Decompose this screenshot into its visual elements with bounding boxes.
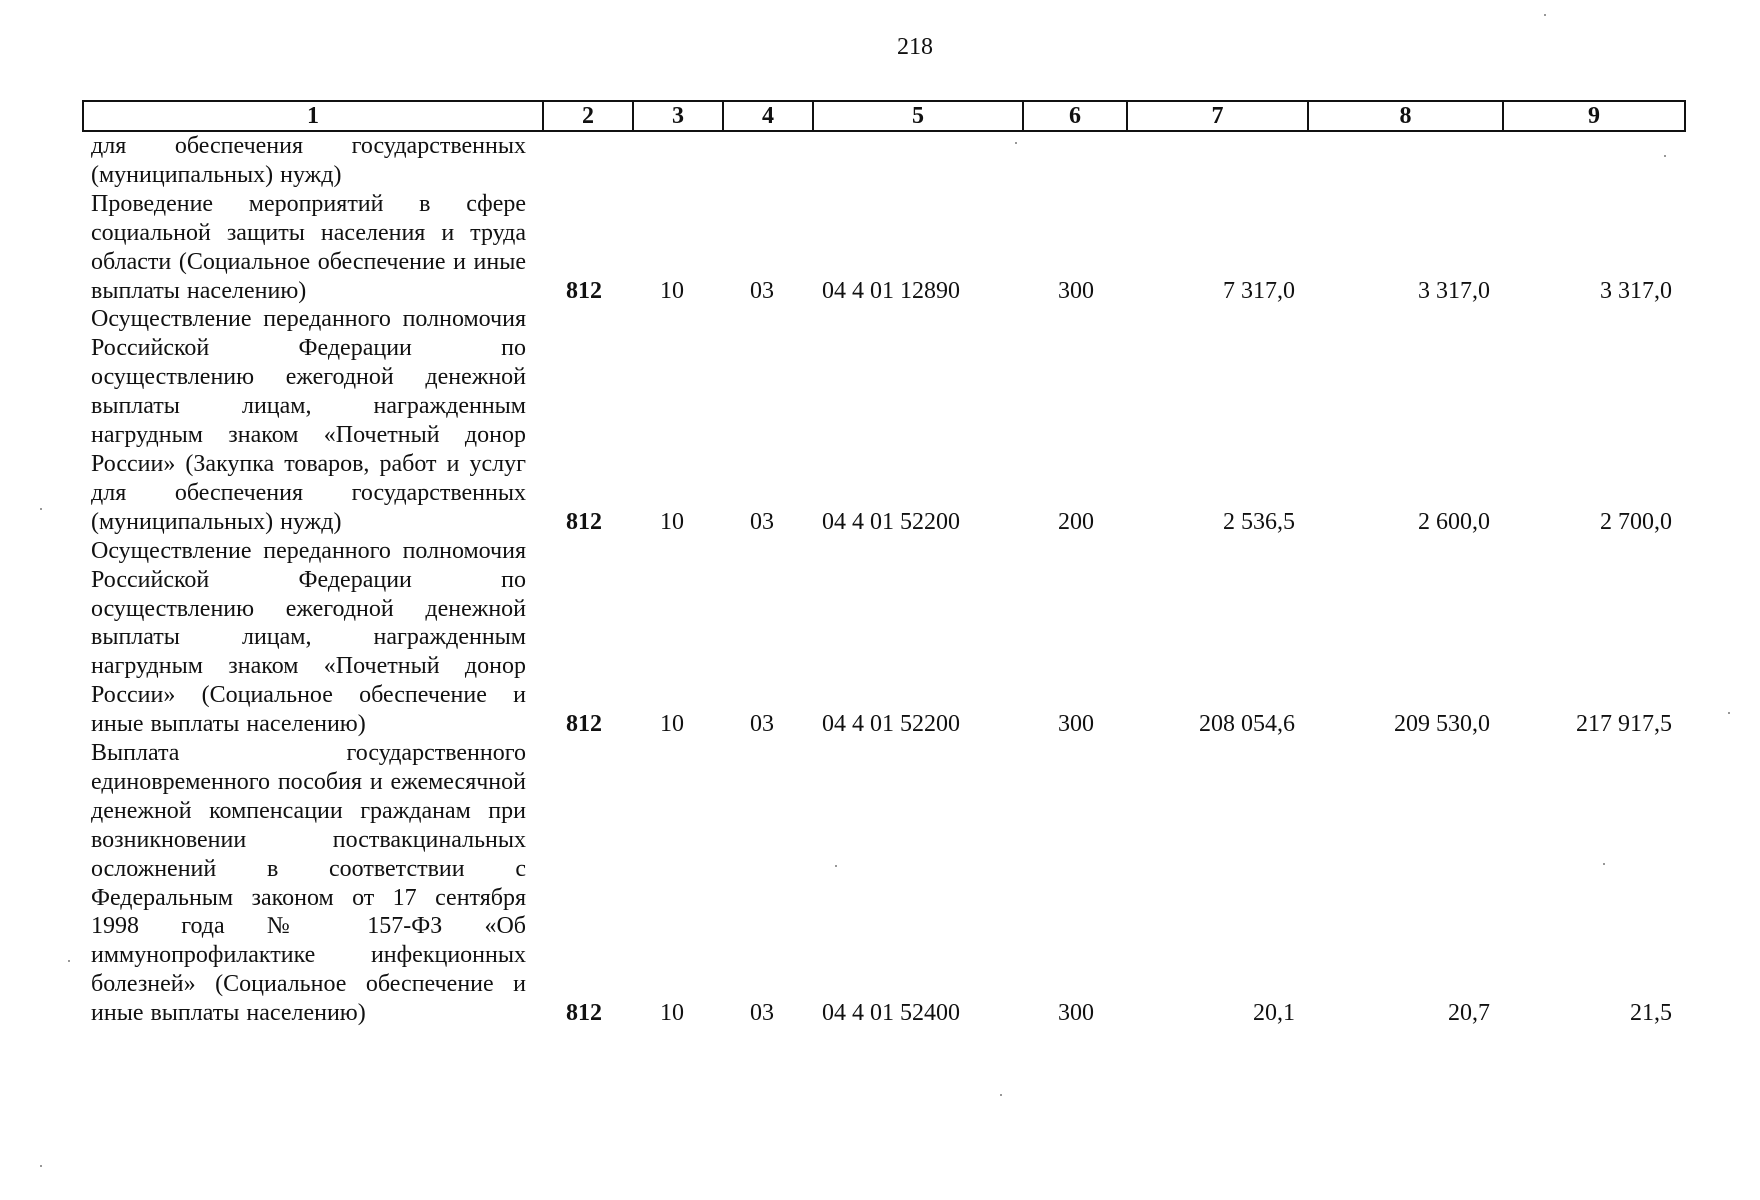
subsection-code: 03 (750, 277, 774, 304)
amount-year-1: 208 054,6 (1199, 711, 1295, 738)
scan-speck (40, 508, 42, 510)
column-header-4: 4 (723, 101, 813, 131)
table-row (82, 305, 1684, 536)
amount-year-2: 3 317,0 (1418, 277, 1490, 304)
budget-table-body (82, 132, 1684, 1028)
amount-year-1: 2 536,5 (1223, 508, 1295, 535)
amount-year-1: 7 317,0 (1223, 277, 1295, 304)
row-description: Осуществление переданного полномочия Российской Федерации по осуществлению ежегодной денежной выплаты лицам, награжденным нагрудным знаком «Почетный донор России» (Закупка товаров, работ и услуг для обеспечения государственных (муниципальных) нужд) (91, 306, 526, 535)
scan-speck (1728, 712, 1730, 714)
target-article-code: 04 4 01 12890 (822, 277, 960, 304)
subsection-code: 03 (750, 508, 774, 535)
table-row (82, 190, 1684, 306)
section-code: 10 (660, 277, 684, 304)
row-description: Выплата государственного единовременного пособия и ежемесячной денежной компенсации гражданам при возникновении поствакцинальных осложнений в соответствии с Федеральным законом от 17 сентября 1998 года № 157-ФЗ «Об иммунопрофилактике инфекционных болезней» (Социальное обеспечение и иные выплаты населению) (91, 740, 526, 1027)
section-code: 10 (660, 508, 684, 535)
amount-year-2: 209 530,0 (1394, 711, 1490, 738)
amount-year-2: 2 600,0 (1418, 508, 1490, 535)
target-article-code: 04 4 01 52200 (822, 508, 960, 535)
scan-speck (1664, 155, 1666, 157)
grbs-code: 812 (566, 1000, 602, 1027)
amount-year-3: 217 917,5 (1576, 711, 1672, 738)
row-description: для обеспечения государственных (муниципальных) нужд) (91, 133, 526, 188)
column-header-table (82, 100, 1686, 132)
grbs-code: 812 (566, 277, 602, 304)
table-row (82, 537, 1684, 739)
column-header-6: 6 (1023, 101, 1127, 131)
scan-speck (1015, 142, 1017, 144)
expense-type-code: 200 (1058, 508, 1094, 535)
scan-speck (68, 960, 70, 962)
scan-speck (40, 1165, 42, 1167)
table-row (82, 132, 1684, 190)
scan-speck (835, 865, 837, 867)
scan-speck (1544, 14, 1546, 16)
expense-type-code: 300 (1058, 1000, 1094, 1027)
row-description: Проведение мероприятий в сфере социальной защиты населения и труда области (Социальное обеспечение и иные выплаты населению) (91, 190, 526, 304)
expense-type-code: 300 (1058, 711, 1094, 738)
column-header-row (83, 101, 1685, 131)
scan-speck (1603, 863, 1605, 865)
row-description: Осуществление переданного полномочия Российской Федерации по осуществлению ежегодной денежной выплаты лицам, награжденным нагрудным знаком «Почетный донор России» (Социальное обеспечение и иные выплаты населению) (91, 537, 526, 738)
grbs-code: 812 (566, 711, 602, 738)
column-header-2: 2 (543, 101, 633, 131)
column-header-3: 3 (633, 101, 723, 131)
amount-year-1: 20,1 (1253, 1000, 1295, 1027)
column-header-5: 5 (813, 101, 1023, 131)
table-row (82, 739, 1684, 1028)
amount-year-2: 20,7 (1448, 1000, 1490, 1027)
page-number: 218 (897, 34, 933, 60)
amount-year-3: 21,5 (1630, 1000, 1672, 1027)
grbs-code: 812 (566, 508, 602, 535)
subsection-code: 03 (750, 1000, 774, 1027)
column-header-8: 8 (1308, 101, 1503, 131)
target-article-code: 04 4 01 52200 (822, 711, 960, 738)
target-article-code: 04 4 01 52400 (822, 1000, 960, 1027)
amount-year-3: 3 317,0 (1600, 277, 1672, 304)
expense-type-code: 300 (1058, 277, 1094, 304)
column-header-9: 9 (1503, 101, 1685, 131)
column-header-1: 1 (83, 101, 543, 131)
amount-year-3: 2 700,0 (1600, 508, 1672, 535)
section-code: 10 (660, 1000, 684, 1027)
section-code: 10 (660, 711, 684, 738)
subsection-code: 03 (750, 711, 774, 738)
column-header-7: 7 (1127, 101, 1308, 131)
scan-speck (1000, 1094, 1002, 1096)
